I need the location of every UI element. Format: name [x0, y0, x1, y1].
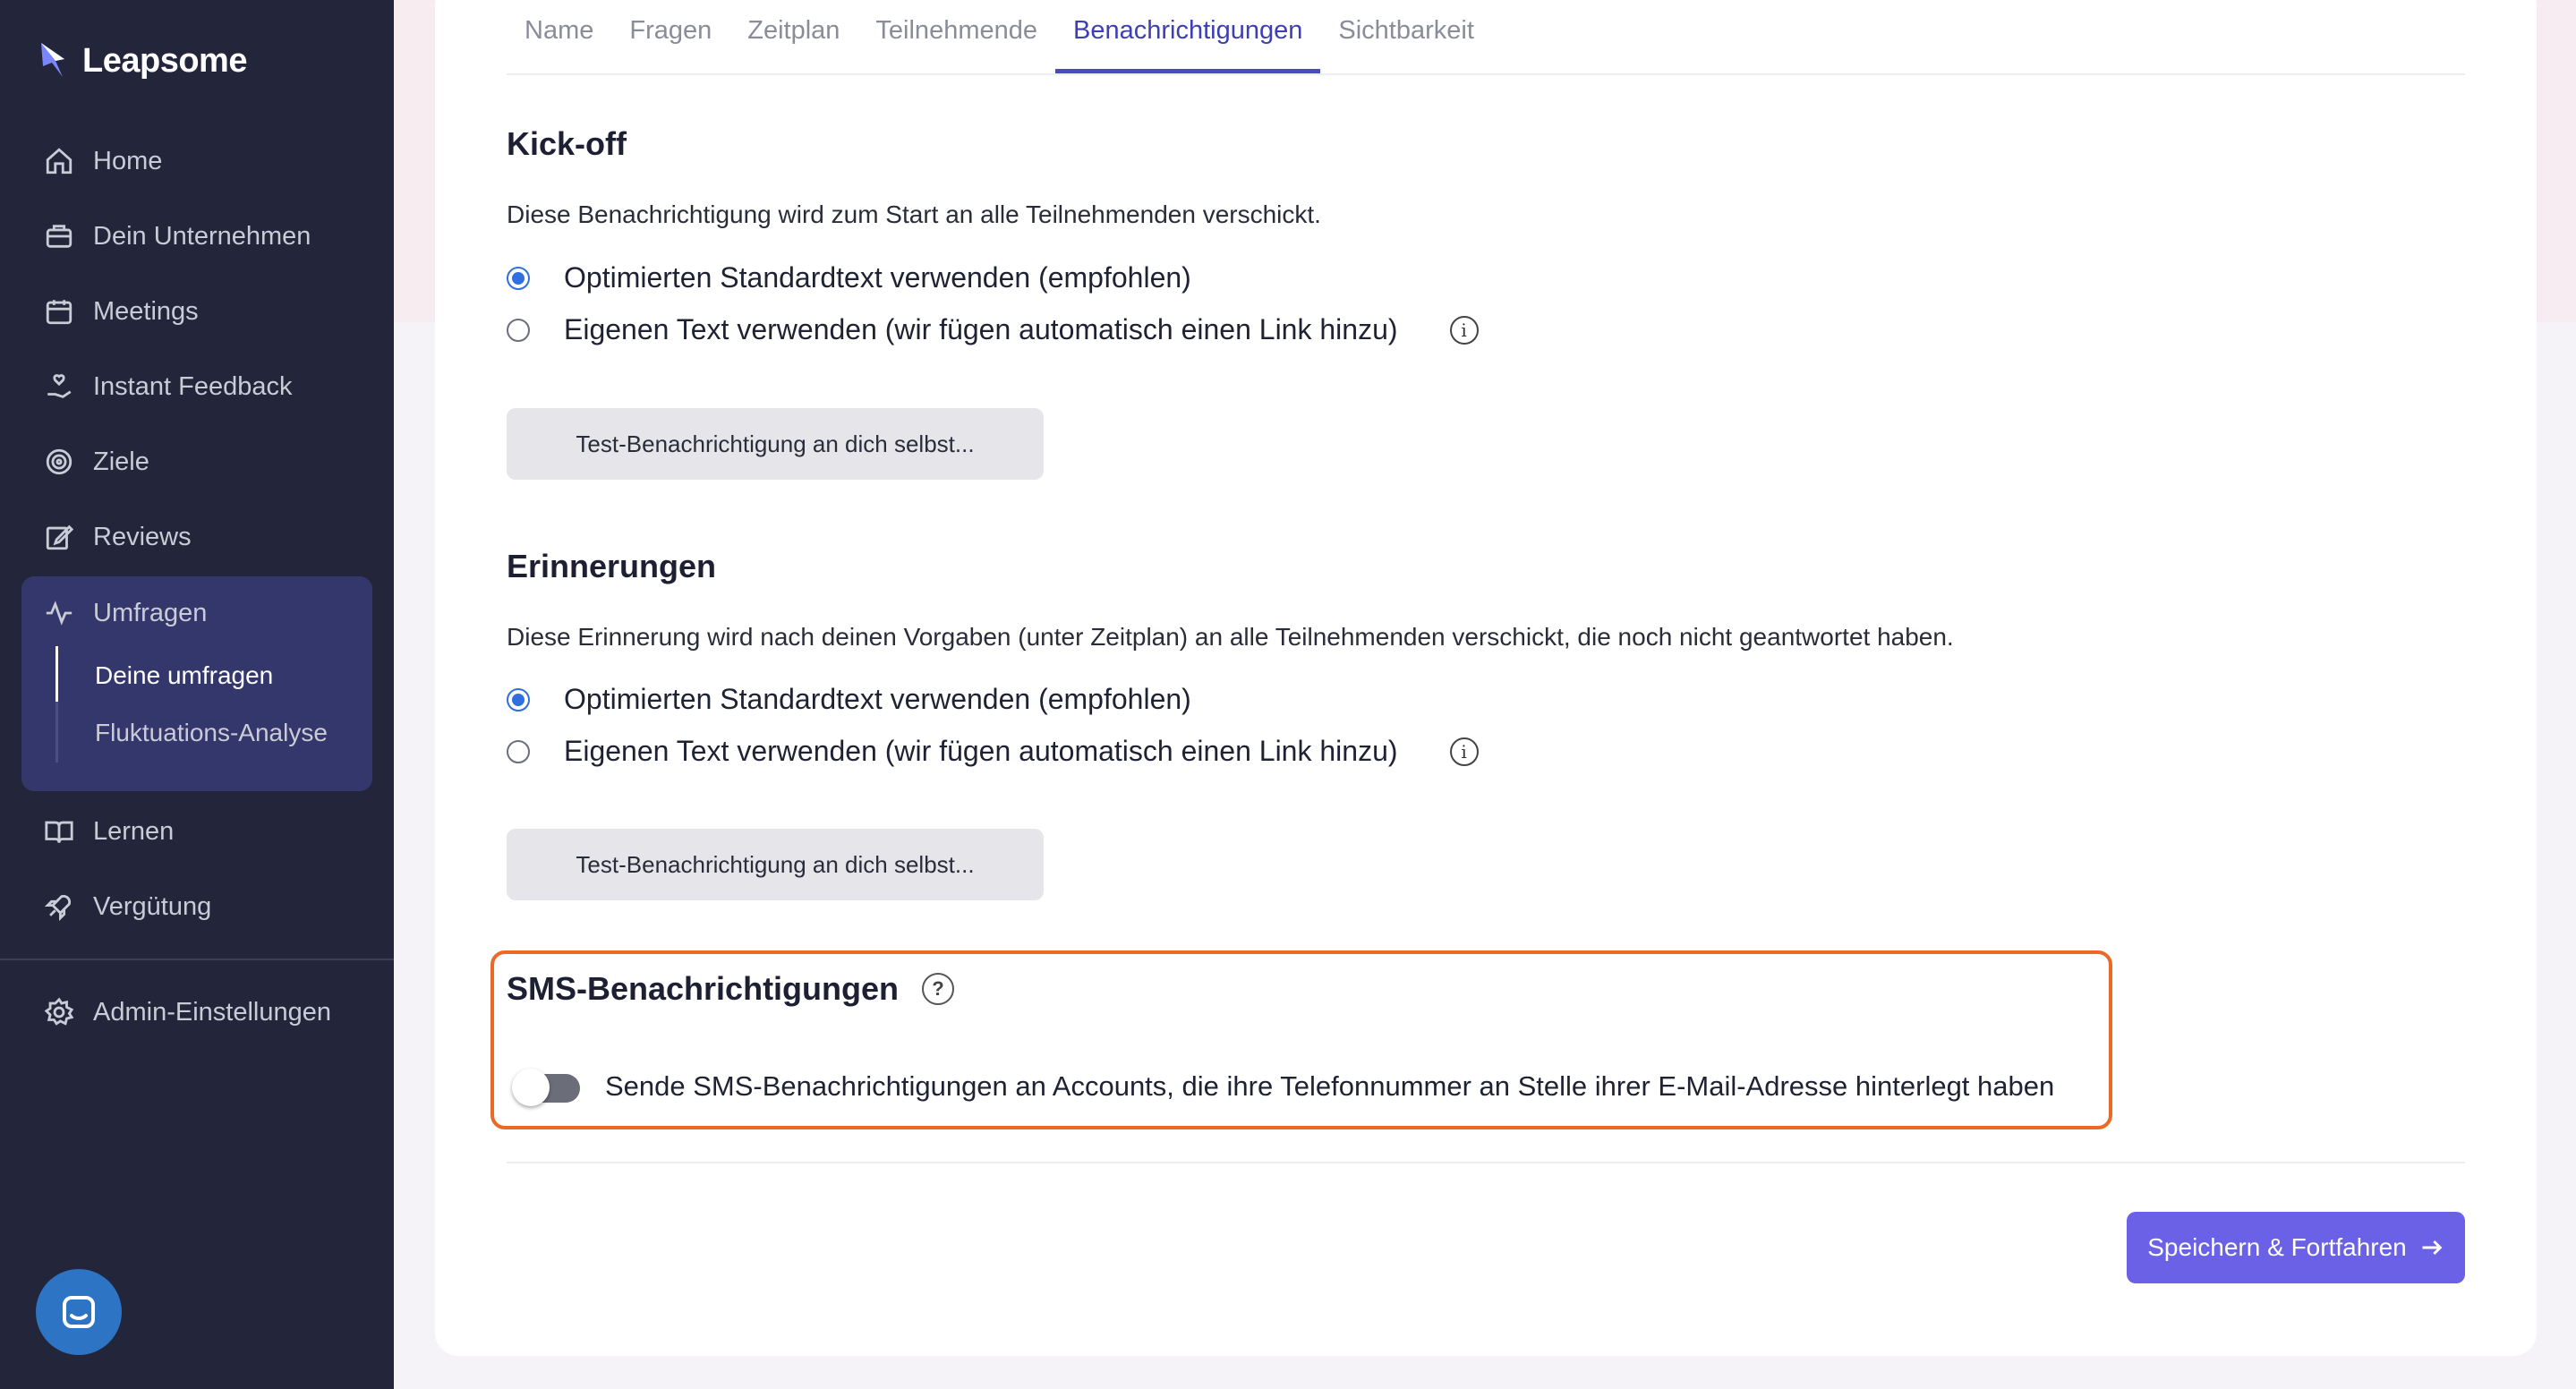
- sms-toggle-label: Sende SMS-Benachrichtigungen an Accounts, die ihre Telefonnummer an Stelle ihrer E-Mail-Adresse hinterlegt haben: [605, 1070, 2055, 1102]
- book-icon: [43, 815, 75, 848]
- sidebar-item-reviews[interactable]: [43, 515, 192, 559]
- footer-divider: [507, 1162, 2465, 1163]
- sms-header: [507, 970, 954, 1008]
- sidebar-item-learning[interactable]: [43, 809, 174, 854]
- rocket-icon: [43, 890, 75, 923]
- sidebar-item-meetings[interactable]: [43, 289, 199, 334]
- sidebar-item-label: Lernen: [93, 816, 175, 846]
- info-icon[interactable]: i: [1450, 737, 1479, 766]
- gear-icon: [43, 996, 75, 1028]
- tab-bar: [507, 0, 1492, 73]
- tab-name[interactable]: Name: [525, 16, 594, 45]
- sidebar-item-label: Vergütung: [93, 891, 212, 921]
- info-icon[interactable]: i: [1450, 316, 1479, 345]
- sidebar-divider: [0, 959, 394, 960]
- sidebar-item-label: Dein Unternehmen: [93, 221, 311, 251]
- app-logo[interactable]: [39, 41, 247, 81]
- home-icon: [43, 145, 75, 177]
- save-continue-label: Speichern & Fortfahren: [2147, 1233, 2407, 1261]
- tabs-divider: [507, 73, 2465, 75]
- app-name: Leapsome: [82, 41, 247, 80]
- reminders-option-default-label: Optimierten Standardtext verwenden (empfohlen): [564, 683, 1191, 715]
- sidebar-item-home[interactable]: [43, 139, 162, 183]
- kickoff-title: Kick-off: [507, 125, 627, 162]
- sidebar-item-goals[interactable]: [43, 439, 149, 484]
- sidebar-item-label: Reviews: [93, 522, 192, 551]
- sms-title: SMS-Benachrichtigungen: [507, 970, 900, 1007]
- tab-questions[interactable]: Fragen: [629, 16, 712, 45]
- sidebar-item-label: Meetings: [93, 296, 199, 326]
- sidebar-item-label: Home: [93, 146, 163, 175]
- reminders-option-custom[interactable]: [507, 735, 1479, 768]
- tab-participants[interactable]: Teilnehmende: [875, 16, 1037, 45]
- help-icon[interactable]: ?: [922, 973, 954, 1005]
- sidebar-item-admin-settings[interactable]: [43, 990, 331, 1035]
- sidebar-item-label: Admin-Einstellungen: [93, 997, 331, 1027]
- sidebar: [0, 0, 394, 1389]
- kickoff-option-default-label: Optimierten Standardtext verwenden (empfohlen): [564, 261, 1191, 294]
- sidebar-item-compensation[interactable]: [43, 884, 211, 929]
- kickoff-radio-custom[interactable]: [507, 319, 530, 342]
- save-continue-button[interactable]: [2127, 1212, 2465, 1283]
- kickoff-description: Diese Benachrichtigung wird zum Start an alle Teilnehmenden verschickt.: [507, 200, 1321, 228]
- reminders-option-default[interactable]: [507, 683, 1191, 716]
- leapsome-logo-icon: [39, 41, 75, 81]
- sidebar-subitem-my-surveys[interactable]: Deine umfragen: [95, 661, 274, 689]
- kickoff-option-custom-label: Eigenen Text verwenden (wir fügen automatisch einen Link hinzu): [564, 313, 1398, 345]
- kickoff-option-default[interactable]: [507, 261, 1191, 294]
- reminders-test-button[interactable]: Test-Benachrichtigung an dich selbst...: [507, 829, 1044, 900]
- sms-toggle[interactable]: [516, 1074, 580, 1103]
- kickoff-option-custom[interactable]: [507, 313, 1479, 346]
- reminders-radio-custom[interactable]: [507, 740, 530, 763]
- edit-icon: [43, 521, 75, 553]
- arrow-right-icon: [2419, 1235, 2444, 1260]
- tab-schedule[interactable]: Zeitplan: [747, 16, 840, 45]
- sidebar-item-instant-feedback[interactable]: [43, 364, 292, 409]
- reminders-title: Erinnerungen: [507, 548, 717, 584]
- kickoff-radio-default[interactable]: [507, 267, 530, 290]
- tab-notifications[interactable]: Benachrichtigungen: [1055, 0, 1320, 73]
- pulse-icon: [43, 597, 75, 629]
- chat-icon: [57, 1291, 100, 1334]
- sidebar-item-surveys[interactable]: [43, 591, 207, 635]
- sidebar-item-label: Ziele: [93, 447, 149, 476]
- calendar-icon: [43, 295, 75, 328]
- reminders-radio-default[interactable]: [507, 688, 530, 712]
- sidebar-subitem-turnover-analysis[interactable]: Fluktuations-Analyse: [95, 719, 328, 746]
- sidebar-item-company[interactable]: [43, 214, 311, 259]
- reminders-option-custom-label: Eigenen Text verwenden (wir fügen automatisch einen Link hinzu): [564, 735, 1398, 767]
- sidebar-item-label: Umfragen: [93, 598, 208, 627]
- hand-heart-icon: [43, 371, 75, 403]
- chat-support-button[interactable]: [36, 1269, 122, 1355]
- reminders-description: Diese Erinnerung wird nach deinen Vorgaben (unter Zeitplan) an alle Teilnehmenden verschickt, die noch nicht geantwortet haben.: [507, 623, 1954, 651]
- briefcase-icon: [43, 220, 75, 252]
- submenu-active-indicator: [55, 646, 58, 702]
- tab-visibility[interactable]: Sichtbarkeit: [1338, 16, 1474, 45]
- kickoff-test-button[interactable]: Test-Benachrichtigung an dich selbst...: [507, 408, 1044, 480]
- sidebar-item-label: Instant Feedback: [93, 371, 293, 401]
- target-icon: [43, 446, 75, 478]
